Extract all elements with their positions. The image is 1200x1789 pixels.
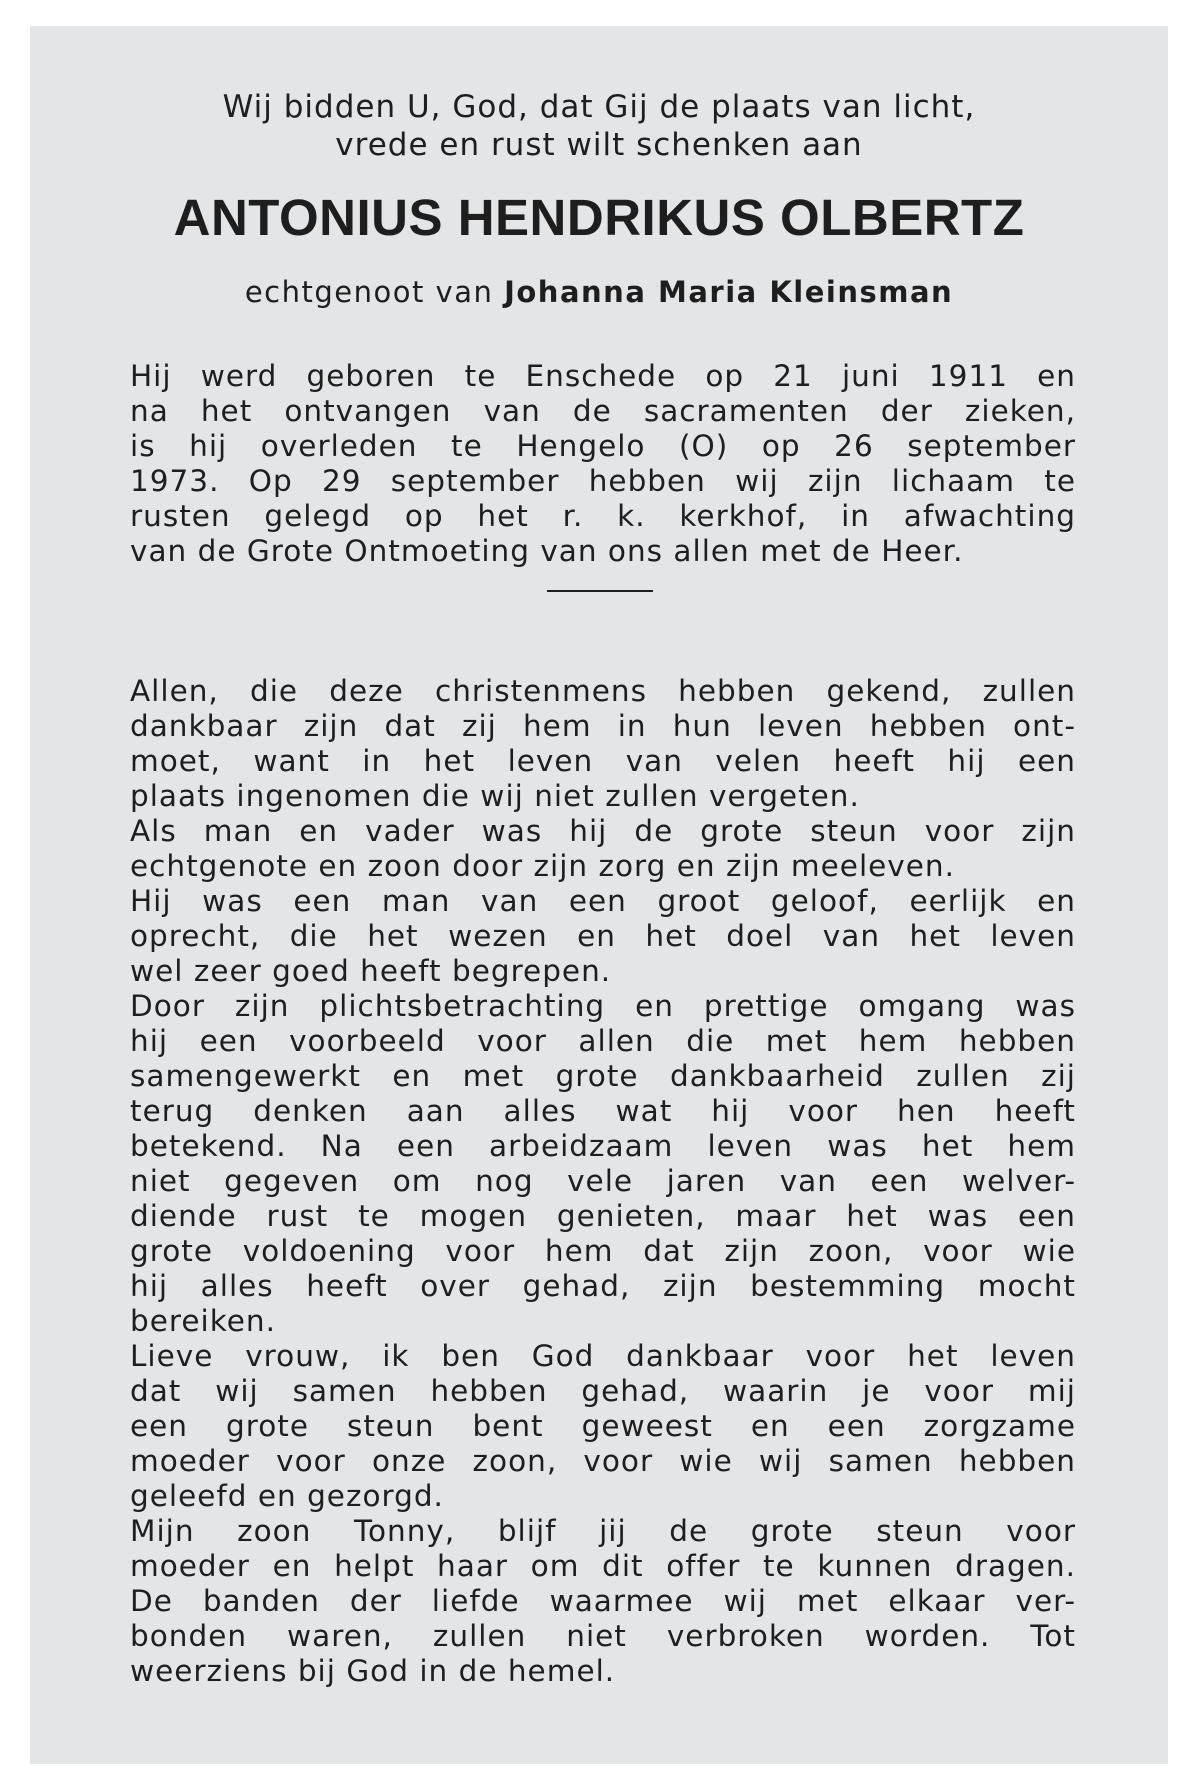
tribute-line: Lieve vrouw, ik ben God dankbaar voor het leven — [130, 1339, 1076, 1373]
prayer-line: vrede en rust wilt schenken aan — [335, 127, 863, 163]
tribute-line: Als man en vader was hij de grote steun voor zijn — [130, 814, 1076, 848]
tribute-text — [130, 674, 1076, 1689]
tribute-line: hij een voorbeeld voor allen die met hem hebben — [130, 1024, 1076, 1058]
tribute-line: moet, want in het leven van velen heeft hij een — [130, 744, 1076, 778]
divider-rule — [547, 590, 653, 592]
tribute-line: hij alles heeft over gehad, zijn bestemming mocht — [130, 1269, 1076, 1303]
biography-line: na het ontvangen van de sacramenten der zieken, — [130, 394, 1076, 428]
spouse-line — [30, 273, 1168, 311]
tribute-line: moeder voor onze zoon, voor wie wij samen hebben — [130, 1444, 1076, 1478]
tribute-line: betekend. Na een arbeidzaam leven was het hem — [130, 1129, 1076, 1163]
tribute-line: Door zijn plichtsbetrachting en prettige omgang was — [130, 989, 1076, 1023]
tribute-line: grote voldoening voor hem dat zijn zoon, voor wie — [130, 1234, 1076, 1268]
prayer-line: Wij bidden U, God, dat Gij de plaats van licht, — [222, 89, 976, 125]
tribute-line: dat wij samen hebben gehad, waarin je voor mij — [130, 1374, 1076, 1408]
tribute-line: niet gegeven om nog vele jaren van een welver- — [130, 1164, 1076, 1198]
tribute-line: terug denken aan alles wat hij voor hen heeft — [130, 1094, 1076, 1128]
biography-line: Hij werd geboren te Enschede op 21 juni 1911 en — [130, 359, 1076, 393]
tribute-line: plaats ingenomen die wij niet zullen vergeten. — [130, 779, 860, 813]
tribute-line: oprecht, die het wezen en het doel van het leven — [130, 919, 1076, 953]
tribute-line: De banden der liefde waarmee wij met elkaar ver- — [130, 1584, 1076, 1618]
tribute-line: samengewerkt en met grote dankbaarheid zullen zij — [130, 1059, 1076, 1093]
biography-line: 1973. Op 29 september hebben wij zijn lichaam te — [130, 464, 1076, 498]
biography-line: is hij overleden te Hengelo (O) op 26 september — [130, 429, 1076, 463]
tribute-line: dankbaar zijn dat zij hem in hun leven hebben ont- — [130, 709, 1076, 743]
tribute-line: weerziens bij God in de hemel. — [130, 1654, 616, 1688]
tribute-line: bereiken. — [130, 1304, 276, 1338]
biography-line: van de Grote Ontmoeting van ons allen met de Heer. — [130, 534, 964, 568]
tribute-line: echtgenote en zoon door zijn zorg en zijn meeleven. — [130, 849, 955, 883]
tribute-line: Allen, die deze christenmens hebben gekend, zullen — [130, 674, 1076, 708]
biography-paragraph — [130, 359, 1076, 569]
spouse-prefix: echtgenoot van — [244, 275, 494, 309]
tribute-line: een grote steun bent geweest en een zorgzame — [130, 1409, 1076, 1443]
tribute-line: wel zeer goed heeft begrepen. — [130, 954, 612, 988]
biography-line: rusten gelegd op het r. k. kerkhof, in afwachting — [130, 499, 1076, 533]
memorial-card — [30, 26, 1168, 1764]
opening-prayer — [30, 88, 1168, 164]
spouse-name: Johanna Maria Kleinsman — [504, 275, 954, 309]
tribute-line: bonden waren, zullen niet verbroken worden. Tot — [130, 1619, 1076, 1653]
tribute-line: Mijn zoon Tonny, blijf jij de grote steun voor — [130, 1514, 1076, 1548]
tribute-line: moeder en helpt haar om dit offer te kunnen dragen. — [130, 1549, 1076, 1583]
deceased-name: ANTONIUS HENDRIKUS OLBERTZ — [173, 189, 1025, 246]
tribute-line: diende rust te mogen genieten, maar het was een — [130, 1199, 1076, 1233]
tribute-line: geleefd en gezorgd. — [130, 1479, 444, 1513]
tribute-line: Hij was een man van een groot geloof, eerlijk en — [130, 884, 1076, 918]
